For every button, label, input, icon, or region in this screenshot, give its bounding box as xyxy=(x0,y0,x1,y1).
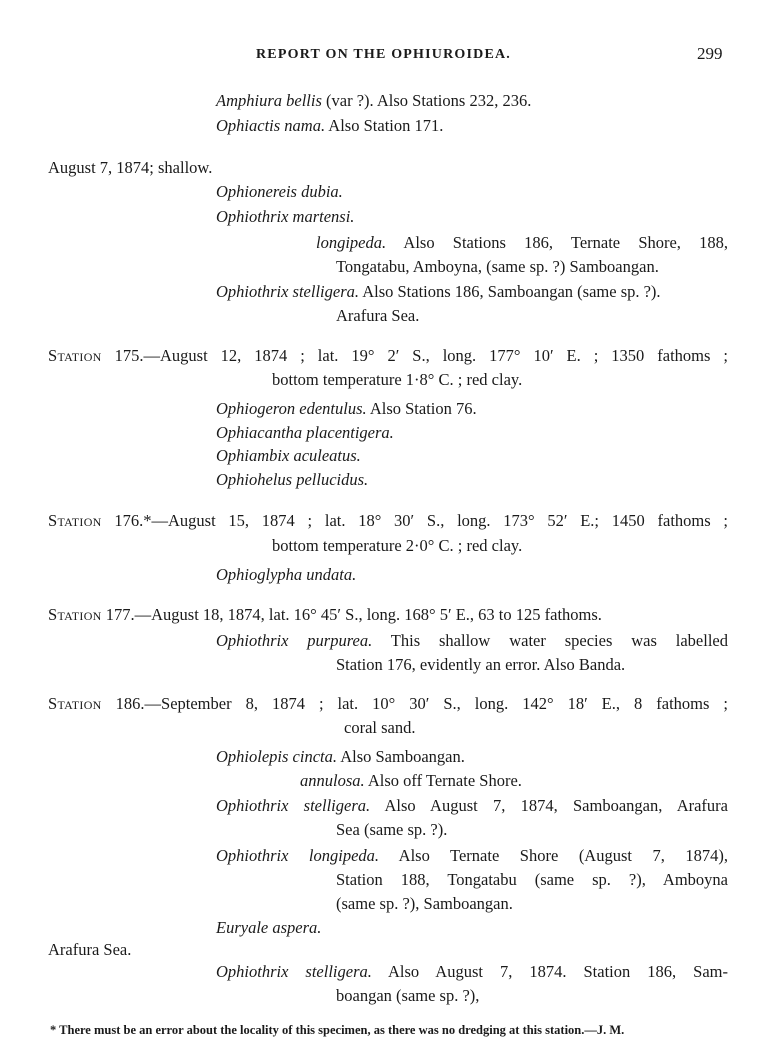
list-item xyxy=(216,115,443,137)
station-heading xyxy=(48,345,728,367)
species-name: Ophiothrix stelligera. xyxy=(216,282,359,301)
list-item xyxy=(216,795,728,817)
station-label: Station xyxy=(48,346,102,365)
species-name: Ophiothrix stelligera. xyxy=(216,962,372,981)
species-note: Also Station 171. xyxy=(325,116,444,135)
continuation-line: Sea (same sp. ?). xyxy=(336,820,448,839)
species-name: Amphiura bellis xyxy=(216,91,322,110)
continuation-line: bottom temperature 1·8° C. ; red clay. xyxy=(272,370,523,389)
list-item xyxy=(316,232,728,254)
species-name: Ophiogeron edentulus. xyxy=(216,399,367,418)
continuation-line: Tongatabu, Amboyna, (same sp. ?) Samboangan. xyxy=(336,257,659,276)
running-head: REPORT ON THE OPHIUROIDEA. xyxy=(256,47,512,62)
station-details: 175.—August 12, 1874 ; lat. 19° 2′ S., long. 177° 10′ E. ; 1350 fathoms ; xyxy=(101,346,728,365)
station-heading xyxy=(48,510,728,532)
species-name: Ophiambix aculeatus. xyxy=(216,446,361,465)
station-heading xyxy=(48,604,602,626)
continuation-line xyxy=(336,869,728,891)
species-note: Also Station 76. xyxy=(366,399,477,418)
continuation-line: boangan (same sp. ?), xyxy=(336,986,480,1005)
species-name: Euryale aspera. xyxy=(216,918,322,937)
species-note: This shallow water species was labelled xyxy=(372,631,728,650)
species-name: Ophiacantha placentigera. xyxy=(216,423,394,442)
species-name: Ophionereis dubia. xyxy=(216,182,343,201)
continuation-line: (same sp. ?), Samboangan. xyxy=(336,894,513,913)
species-note: (var ?). Also Stations 232, 236. xyxy=(321,91,532,110)
station-label: Station xyxy=(48,511,102,530)
station-details: 177.—August 18, 1874, lat. 16° 45′ S., long. 168° 5′ E., 63 to 125 fathoms. xyxy=(101,605,602,624)
page-number: 299 xyxy=(697,44,723,63)
list-item xyxy=(216,845,728,867)
species-note: Also off Ternate Shore. xyxy=(364,771,522,790)
species-note: Also Stations 186, Samboangan (same sp. ?). xyxy=(359,282,661,301)
species-name: Ophiohelus pellucidus. xyxy=(216,470,369,489)
station-details: 176.*—August 15, 1874 ; lat. 18° 30′ S., long. 173° 52′ E.; 1450 fathoms ; xyxy=(101,511,728,530)
species-name: Ophiothrix martensi. xyxy=(216,207,355,226)
species-name: annulosa. xyxy=(300,771,365,790)
station-label: Station xyxy=(48,694,102,713)
species-name: Ophiothrix stelligera. xyxy=(216,796,371,815)
species-name: longipeda. xyxy=(316,233,387,252)
footnote: * There must be an error about the locality of this specimen, as there was no dredging at this station.—J. M. xyxy=(50,1023,625,1037)
species-name: Ophiothrix purpurea. xyxy=(216,631,373,650)
continuation-line: coral sand. xyxy=(344,718,416,737)
species-note: Also Samboangan. xyxy=(336,747,465,766)
list-item xyxy=(216,961,728,983)
station-heading xyxy=(48,693,728,715)
list-item xyxy=(216,746,465,768)
species-name: Ophiothrix longipeda. xyxy=(216,846,380,865)
station-details: 186.—September 8, 1874 ; lat. 10° 30′ S., long. 142° 18′ E., 8 fathoms ; xyxy=(101,694,728,713)
species-note: Also August 7, 1874, Samboangan, Arafura xyxy=(370,796,728,815)
list-item xyxy=(216,398,477,420)
section-heading: Arafura Sea. xyxy=(48,940,132,959)
list-item xyxy=(216,90,531,112)
list-item xyxy=(300,770,522,792)
species-name: Ophioglypha undata. xyxy=(216,565,357,584)
species-name: Ophiactis nama. xyxy=(216,116,326,135)
continuation-line: Arafura Sea. xyxy=(336,306,420,325)
station-label: Station xyxy=(48,605,102,624)
species-note: Also August 7, 1874. Station 186, Sam- xyxy=(371,962,728,981)
section-heading: August 7, 1874; shallow. xyxy=(48,158,213,177)
list-item xyxy=(216,281,661,303)
continuation-line: Station 176, evidently an error. Also Banda. xyxy=(336,655,626,674)
continuation-text: Station 188, Tongatabu (same sp. ?), Amboyna xyxy=(336,870,728,889)
continuation-line: bottom temperature 2·0° C. ; red clay. xyxy=(272,536,523,555)
species-note: Also Ternate Shore (August 7, 1874), xyxy=(379,846,729,865)
species-note: Also Stations 186, Ternate Shore, 188, xyxy=(386,233,728,252)
list-item xyxy=(216,630,728,652)
species-name: Ophiolepis cincta. xyxy=(216,747,337,766)
